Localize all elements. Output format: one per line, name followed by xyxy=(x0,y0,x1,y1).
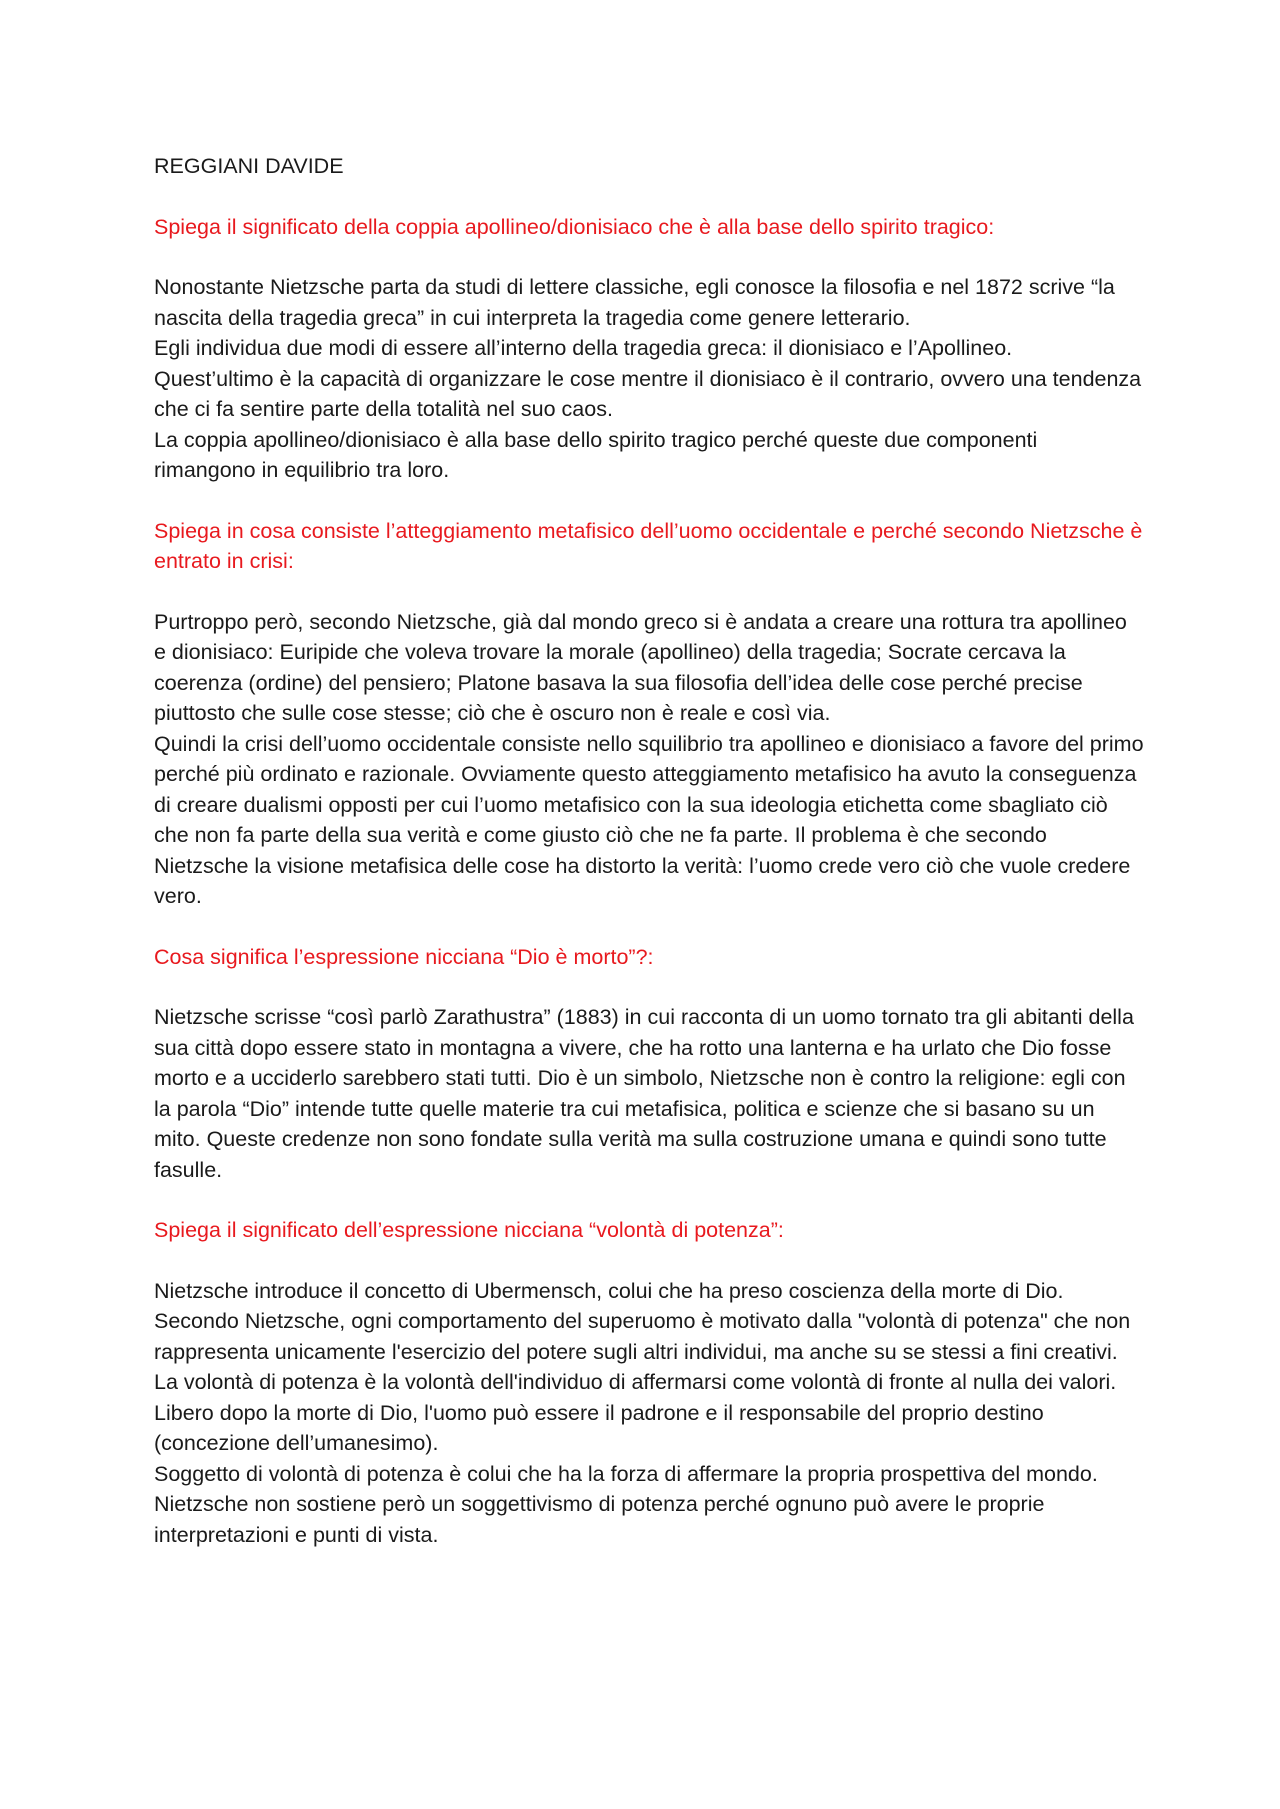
question-heading: Spiega il significato della coppia apollineo/dionisiaco che è alla base dello spirito tragico: xyxy=(154,214,995,239)
document-body xyxy=(154,151,1144,1550)
answer-paragraph: Secondo Nietzsche, ogni comportamento del superuomo è motivato dalla "volontà di potenza" che non rappresenta unicamente l'esercizio del potere sugli altri individui, ma anche su se stessi a fini creativi. La volontà di potenza è la volontà dell'individuo di affermarsi come volontà di fronte al nulla dei valori. Libero dopo la morte di Dio, l'uomo può essere il padrone e il responsabile del proprio destino (concezione dell’umanesimo). xyxy=(154,1309,1131,1455)
answer-paragraph: La coppia apollineo/dionisiaco è alla base dello spirito tragico perché queste due componenti rimangono in equilibrio tra loro. xyxy=(154,427,1038,482)
answer-paragraph: Quest’ultimo è la capacità di organizzare le cose mentre il dionisiaco è il contrario, ovvero una tendenza che ci fa sentire parte della totalità nel suo caos. xyxy=(154,366,1142,421)
answer-paragraph: Egli individua due modi di essere all’interno della tragedia greca: il dionisiaco e l’Apollineo. xyxy=(154,336,1013,360)
section-3 xyxy=(154,942,1144,1186)
question-heading: Spiega il significato dell’espressione nicciana “volontà di potenza”: xyxy=(154,1218,784,1242)
answer-paragraph: Soggetto di volontà di potenza è colui che ha la forza di affermare la propria prospettiva del mondo. Nietzsche non sostiene però un soggettivismo di potenza perché ognuno può avere le proprie interpretazioni e punti di vista. xyxy=(154,1461,1098,1547)
answer-paragraph: Nietzsche scrisse “così parlò Zarathustra” (1883) in cui racconta di un uomo tornato tra gli abitanti della sua città dopo essere stato in montagna a vivere, che ha rotto una lanterna e ha urlato che Dio fosse morto e a ucciderlo sarebbero stati tutti. Dio è un simbolo, Nietzsche non è contro la religione: egli con la parola “Dio” intende tutte quelle materie tra cui metafisica, politica e scienze che si basano su un mito. Queste credenze non sono fondate sulla verità ma sulla costruzione umana e quindi sono tutte fasulle. xyxy=(154,1005,1134,1182)
answer-paragraph: Purtroppo però, secondo Nietzsche, già dal mondo greco si è andata a creare una rottura tra apollineo e dionisiaco: Euripide che voleva trovare la morale (apollineo) della tragedia; Socrate cercava la coerenza (ordine) del pensiero; Platone basava la sua filosofia dell’idea delle cose perché precise piuttosto che sulle cose stesse; ciò che è oscuro non è reale e così via. xyxy=(154,609,1127,725)
answer-paragraph: Nietzsche introduce il concetto di Ubermensch, colui che ha preso coscienza della morte di Dio. xyxy=(154,1278,1064,1303)
section-1 xyxy=(154,212,1144,486)
question-heading: Spiega in cosa consiste l’atteggiamento metafisico dell’uomo occidentale e perché secondo Nietzsche è entrato in crisi: xyxy=(154,518,1143,573)
author-name: REGGIANI DAVIDE xyxy=(154,154,344,178)
answer-paragraph: Nonostante Nietzsche parta da studi di lettere classiche, egli conosce la filosofia e nel 1872 scrive “la nascita della tragedia greca” in cui interpreta la tragedia come genere letterario. xyxy=(154,275,1115,330)
section-2 xyxy=(154,516,1144,912)
question-heading: Cosa significa l’espressione nicciana “Dio è morto”?: xyxy=(154,944,654,969)
section-4 xyxy=(154,1215,1144,1550)
answer-paragraph: Quindi la crisi dell’uomo occidentale consiste nello squilibrio tra apollineo e dionisiaco a favore del primo perché più ordinato e razionale. Ovviamente questo atteggiamento metafisico ha avuto la conseguenza di creare dualismi opposti per cui l’uomo metafisico con la sua ideologia etichetta come sbagliato ciò che non fa parte della sua verità e come giusto ciò che ne fa parte. Il problema è che secondo Nietzsche la visione metafisica delle cose ha distorto la verità: l’uomo crede vero ciò che vuole credere vero. xyxy=(154,731,1144,908)
